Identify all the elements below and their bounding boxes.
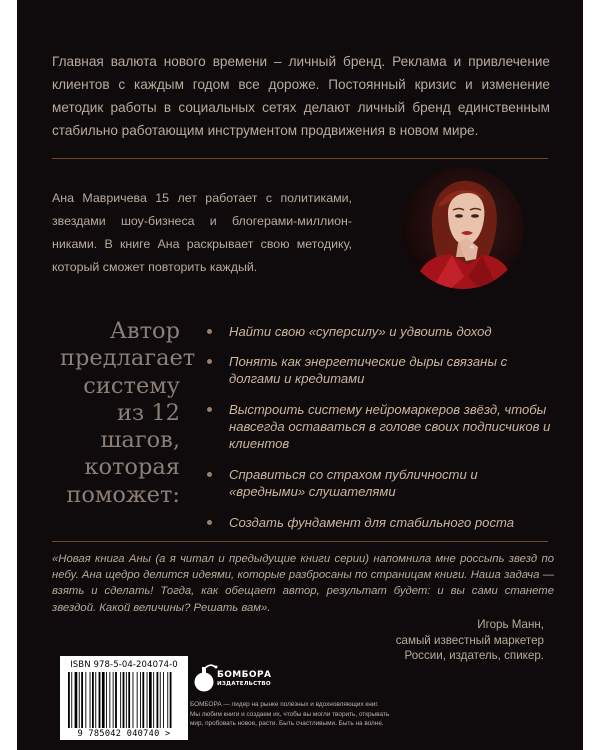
headline-line: из 12 шагов, (100, 399, 180, 454)
testimonial-quote: «Новая книга Аны (а я читал и предыдущие книги серии) напомнила мне россыпь звезд по небу. Ана щедро делится идеями, которые разбросаны по страницам книги. Наша задача — взять и сделать! Тогда, как обещает автор, результат будет: и вы сами станете звездой. Какой величины? Решать вам». (52, 553, 554, 614)
intro-paragraph: Главная валюта нового времени – личный бренд. Реклама и привлечение клиентов с каждым годом все дороже. Постоянный кризис и изменение методик работы в социальных сетях делают личный бренд единственным стабильно работающим инструментом продвижения в новом мире. (52, 54, 550, 138)
bullet-dot-icon (207, 329, 212, 334)
benefits-list (207, 323, 552, 531)
list-item (207, 466, 552, 500)
list-item (207, 323, 552, 340)
bullet-dot-icon (207, 472, 212, 477)
bullet-dot-icon (207, 520, 212, 525)
quote-author-title: самый известный маркетер (395, 633, 544, 647)
publisher-name: БОМБОРА (217, 670, 272, 680)
publisher-description (190, 700, 426, 729)
headline-line: Автор (109, 318, 180, 344)
list-item (207, 514, 552, 531)
divider-line-bottom (52, 541, 548, 542)
list-item-text: Найти свою «суперсилу» и удвоить доход (229, 324, 492, 339)
headline-line: поможет: (66, 481, 180, 508)
barcode-icon (66, 672, 182, 728)
bullet-dot-icon (207, 359, 212, 364)
barcode-panel (60, 656, 188, 740)
list-item-text: Понять как энергетические дыры связаны с долгами и кредитами (229, 354, 508, 386)
publisher-line: мир, пробовать новое, расти. Быть счастливыми. Быть на волне. (190, 720, 384, 728)
bullet-dot-icon (207, 407, 212, 412)
list-item (207, 401, 552, 452)
headline-line: которая (84, 454, 180, 481)
list-item (207, 353, 552, 387)
testimonial-author (344, 617, 544, 664)
isbn-label: ISBN 978-5-04-204074-0 (70, 660, 178, 670)
author-description: Ана Мавричева 15 лет работает с политиками, звездами шоу-бизнеса и блогерами-миллионниками. В книге Ана раскрывает свою методику, который сможет повторить каждый. (52, 191, 352, 274)
publisher-subtitle: ИЗДАТЕЛЬСТВО (217, 681, 271, 687)
barcode-number: 9 785042 040740 > (77, 729, 171, 739)
headline-line: систему (83, 372, 180, 399)
list-item-text: Справиться со страхом публичности и «вредными» слушателями (229, 467, 478, 499)
list-item-text: Выстроить систему нейромаркеров звёзд, чтобы навсегда оставаться в голове своих подписчиков и клиентов (229, 402, 551, 451)
headline-block (60, 318, 196, 509)
list-item-text: Создать фундамент для стабильного роста (229, 515, 515, 530)
divider-line-top (52, 158, 548, 159)
publisher-line: БОМБОРА — лидер на рынке полезных и вдохновляющих книг. (190, 701, 379, 708)
publisher-line: Мы любим книги и создаем их, чтобы вы могли творить, открывать (190, 710, 390, 718)
quote-author-title: России, издатель, спикер. (404, 649, 544, 662)
headline-line: предлагает (60, 345, 196, 372)
author-portrait (402, 167, 524, 289)
quote-author-name: Игорь Манн, (477, 618, 544, 631)
